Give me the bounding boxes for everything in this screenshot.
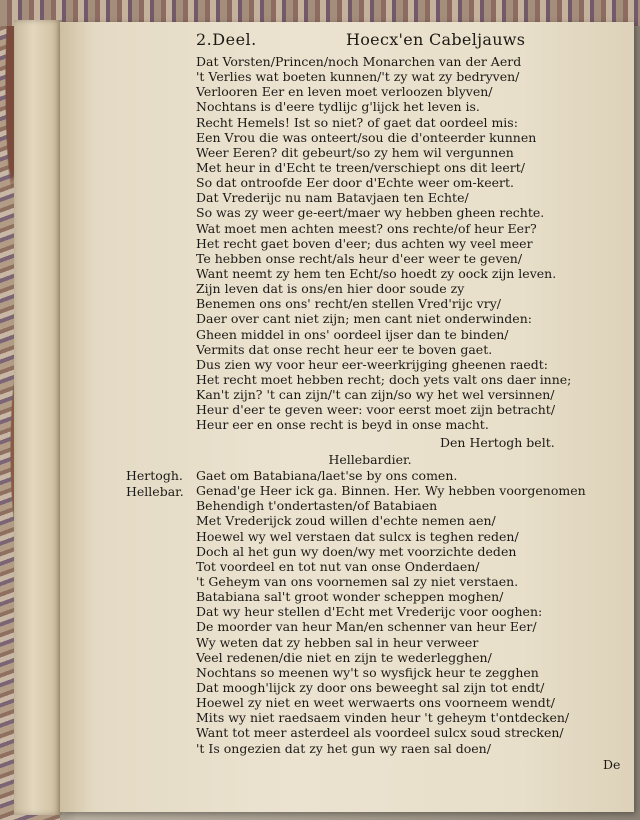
- verse-line: Vermits dat onse recht heur eer te boven gaet.: [196, 341, 493, 357]
- verse-line: Wat moet men achten meest? ons rechte/of heur Eer?: [196, 220, 537, 236]
- verse-line: So was zy weer ge-eert/maer wy hebben gheen rechte.: [196, 205, 545, 221]
- verse-line: Gheen middel in ons' oordeel ijser dan te binden/: [196, 326, 509, 342]
- verse-line: Dat wy heur stellen d'Echt met Vrederijc voor ooghen:: [196, 604, 543, 620]
- verse-line: Dat Vorsten/Princen/noch Monarchen van der Aerd: [196, 54, 522, 69]
- verse-line: Wy weten dat zy hebben sal in heur verweer: [196, 634, 479, 650]
- stage-direction: Den Hertogh belt.: [440, 435, 555, 450]
- verse-block-1: [196, 54, 626, 433]
- verse-line: Behendigh t'ondertasten/of Batabiaen: [196, 498, 438, 514]
- speaker-label: Hertogh.: [126, 468, 183, 483]
- book-gutter: [14, 20, 62, 815]
- verse-line: Te hebben onse recht/als heur d'eer weer te geven/: [196, 250, 523, 266]
- verse-line: Het recht gaet boven d'eer; dus achten wy veel meer: [196, 235, 533, 251]
- verse-line: Weer Eeren? dit gebeurt/so zy hem wil vergunnen: [196, 144, 514, 160]
- verse-line: Tot voordeel en tot nut van onse Onderdaen/: [196, 558, 480, 574]
- verse-line: So dat ontroofde Eer door d'Echte weer om-keert.: [196, 175, 515, 191]
- verse-line: Dat Vrederijc nu nam Batavjaen ten Echte/: [196, 190, 469, 206]
- speaker-label: Hellebar.: [126, 483, 184, 499]
- verse-line: Want neemt zy hem ten Echt/so hoedt zy oock zijn leven.: [196, 265, 557, 281]
- verse-line: Nochtans so meenen wy't so wysfijck heur te zegghen: [196, 664, 539, 680]
- verse-line: Doch al het gun wy doen/wy met voorzichte deden: [196, 543, 517, 559]
- verse-line: Dat moogh'lijck zy door ons beweeght sal zijn tot endt/: [196, 679, 545, 695]
- verse-line: Daer over cant niet zijn; men cant niet onderwinden:: [196, 311, 532, 327]
- verse-line: Een Vrou die was onteert/sou die d'onteerder kunnen: [196, 129, 537, 145]
- verse-line: 't Verlies wat boeten kunnen/'t zy wat zy bedryven/: [196, 69, 520, 85]
- verse-line: Veel redenen/die niet en zijn te wederlegghen/: [196, 649, 492, 665]
- verse-line: Gaet om Batabiana/laet'se by ons comen.: [196, 468, 458, 483]
- verse-line: Kan't zijn? 't can zijn/'t can zijn/so wy het wel versinnen/: [196, 387, 555, 403]
- verse-line: Benemen ons ons' recht/en stellen Vred'rijc vry/: [196, 296, 501, 312]
- verse-line: 't Geheym van ons voornemen sal zy niet verstaen.: [196, 573, 519, 589]
- character-heading: [0, 452, 640, 467]
- verse-line: Mits wy niet raedsaem vinden heur 't geheym t'ontdecken/: [196, 710, 570, 726]
- verse-line: De moorder van heur Man/en schenner van heur Eer/: [196, 619, 537, 635]
- verse-line: Zijn leven dat is ons/en hier door soude zy: [196, 281, 465, 297]
- verse-line: Met Vrederijck zoud willen d'echte nemen aen/: [196, 513, 496, 529]
- verse-line: Heur d'eer te geven weer: voor eerst moet zijn betracht/: [196, 402, 556, 418]
- verse-line: Met heur in d'Echt te treen/verschiept ons dit leert/: [196, 159, 525, 175]
- verse-line: Het recht moet hebben recht; doch yets valt ons daer inne;: [196, 371, 572, 387]
- verse-line: Dus zien wy voor heur eer-weerkrijging gheenen raedt:: [196, 356, 549, 372]
- verse-line: Nochtans is d'eere tydlijc g'lijck het leven is.: [196, 99, 480, 115]
- catchword: De: [603, 757, 621, 772]
- verse-line: Hoewel zy niet en weet werwaerts ons voorneem wendt/: [196, 695, 555, 711]
- running-title: Hoecx'en Cabeljauws: [346, 30, 526, 49]
- verse-block-2: [196, 468, 626, 756]
- verse-line: Verlooren Eer en leven moet verloozen blyven/: [196, 84, 493, 100]
- verse-line: Batabiana sal't groot wonder scheppen moghen/: [196, 589, 504, 605]
- page-header: [196, 30, 624, 54]
- verse-line: Hoewel wy wel verstaen dat sulcx is teghen reden/: [196, 528, 519, 544]
- verse-line: Genad'ge Heer ick ga. Binnen. Her. Wy hebben voorgenomen: [196, 483, 586, 499]
- verse-line: Want tot meer asterdeel als voordeel sulcx soud strecken/: [196, 725, 564, 741]
- character-heading-text: Hellebardier.: [328, 452, 412, 467]
- speaker-labels: [126, 468, 196, 499]
- verse-line: Recht Hemels! Ist so niet? of gaet dat oordeel mis:: [196, 114, 518, 130]
- verse-line: 't Is ongezien dat zy het gun wy raen sal doen/: [196, 740, 491, 756]
- part-label: 2.Deel.: [196, 30, 257, 49]
- verse-line: Heur eer en onse recht is beyd in onse macht.: [196, 417, 489, 433]
